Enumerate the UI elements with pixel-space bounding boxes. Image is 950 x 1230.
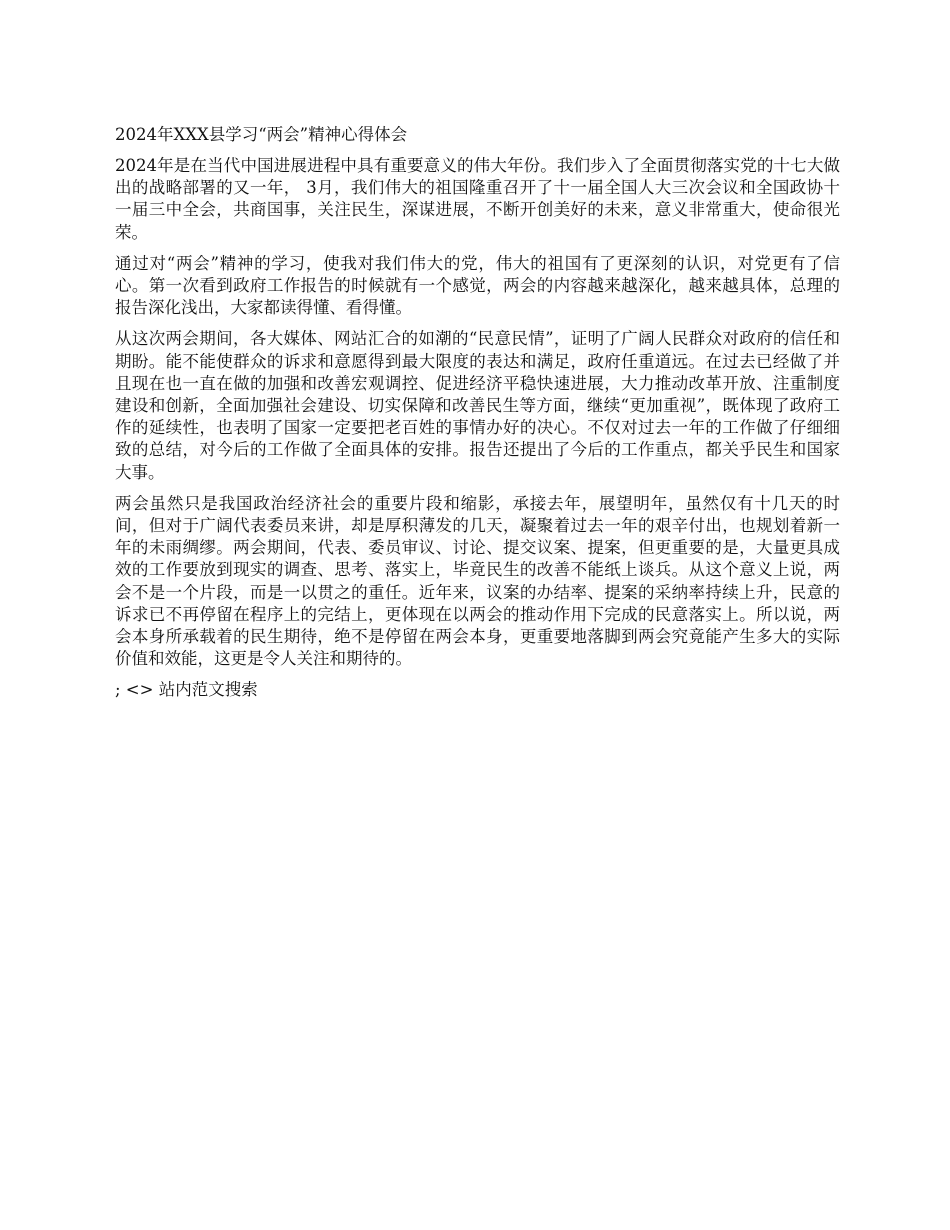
paragraph-4: 两会虽然只是我国政治经济社会的重要片段和缩影，承接去年，展望明年，虽然仅有十几天的时间，但对于广阔代表委员来讲，却是厚积薄发的几天，凝聚着过去一年的艰辛付出，也规划着新一年的未雨绸缪。两会期间，代表、委员审议、讨论、提交议案、提案，但更重要的是，大量更具成效的工作要放到现实的调查、思考、落实上，毕竟民生的改善不能纸上谈兵。从这个意义上说，两会不是一个片段，而是一以贯之的重任。近年来，议案的办结率、提案的采纳率持续上升，民意的诉求已不再停留在程序上的完结上，更体现在以两会的推动作用下完成的民意落实上。所以说，两会本身所承载着的民生期待，绝不是停留在两会本身，更重要地落脚到两会究竟能产生多大的实际价值和效能，这更是令人关注和期待的。	[115, 493, 840, 669]
paragraph-2: 通过对“两会”精神的学习，使我对我们伟大的党，伟大的祖国有了更深刻的认识，对党更有了信心。第一次看到政府工作报告的时候就有一个感觉，两会的内容越来越深化，越来越具体，总理的报告深化浅出，大家都读得懂、看得懂。	[115, 253, 840, 318]
document-page	[115, 124, 840, 701]
paragraph-3: 从这次两会期间，各大媒体、网站汇合的如潮的“民意民情”，证明了广阔人民群众对政府的信任和期盼。能不能使群众的诉求和意愿得到最大限度的表达和满足，政府任重道远。在过去已经做了并且现在也一直在做的加强和改善宏观调控、促进经济平稳快速进展，大力推动改革开放、注重制度建设和创新，全面加强社会建设、切实保障和改善民生等方面，继续“更加重视”，既体现了政府工作的延续性，也表明了国家一定要把老百姓的事情办好的决心。不仅对过去一年的工作做了仔细细致的总结，对今后的工作做了全面具体的安排。报告还提出了今后的工作重点，都关乎民生和国家大事。	[115, 329, 840, 482]
paragraph-1: 2024年是在当代中国进展进程中具有重要意义的伟大年份。我们步入了全面贯彻落实党的十七大做出的战略部署的又一年， 3月，我们伟大的祖国隆重召开了十一届全国人大三次会议和全国政协十一届三中全会，共商国事，关注民生，深谋进展，不断开创美好的未来，意义非常重大，使命很光荣。	[115, 156, 840, 242]
site-search-link[interactable]: ; <> 站内范文搜索	[115, 680, 258, 700]
document-title: 2024年XXX县学习“两会”精神心得体会	[115, 125, 408, 144]
